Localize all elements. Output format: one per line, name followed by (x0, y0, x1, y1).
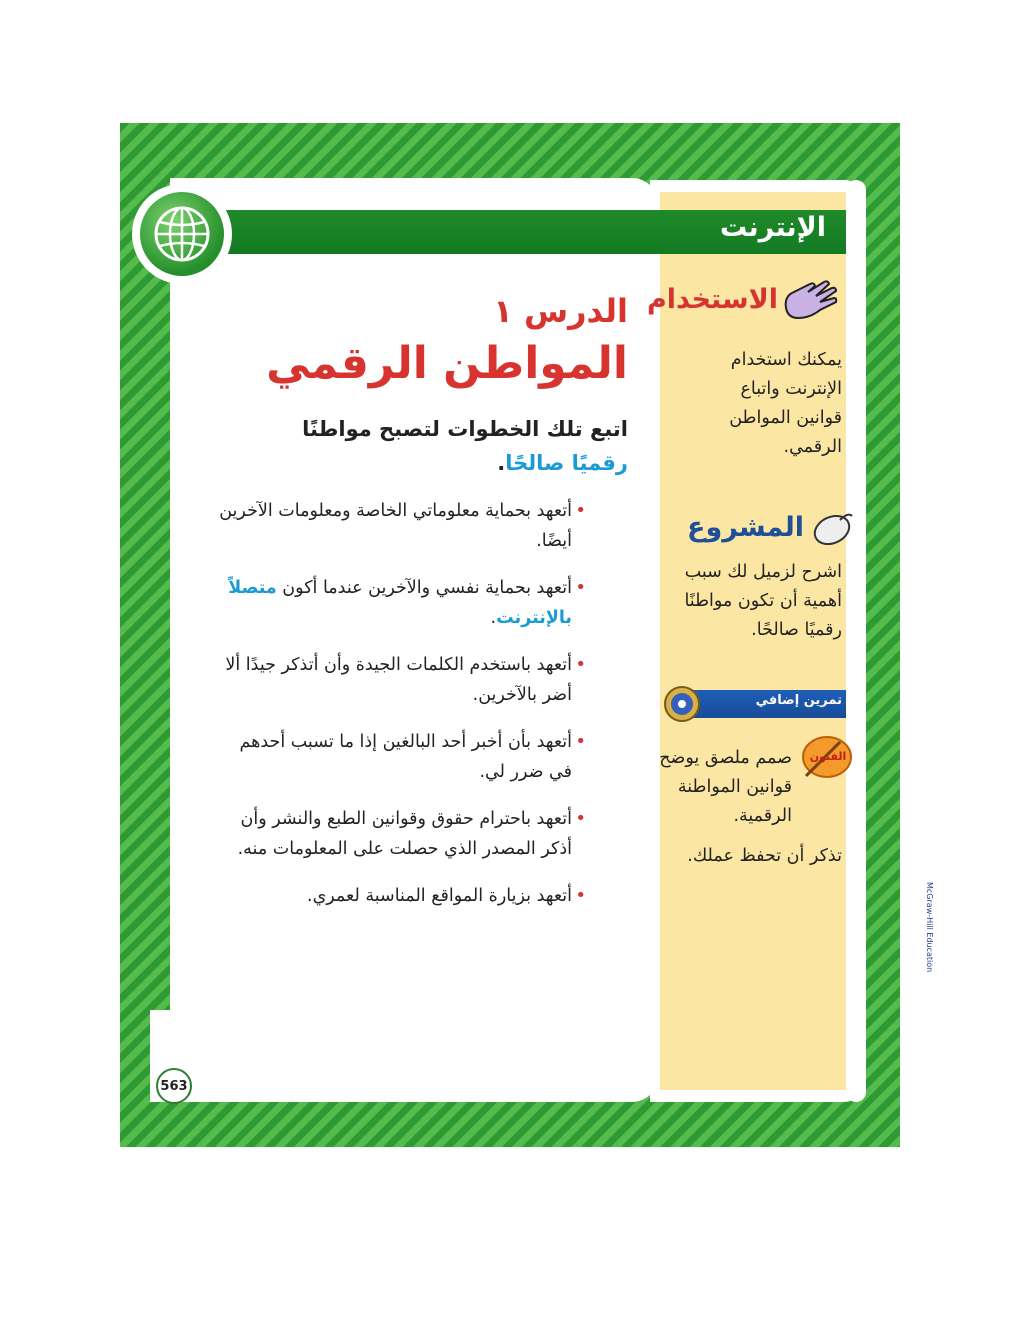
pledge-text: أتعهد بزيارة المواقع المناسبة لعمري. (307, 886, 572, 906)
pledge-text: أتعهد بأن أخبر أحد البالغين إذا ما تسبب أحدهم في ضرر لي. (239, 732, 572, 782)
mouse-icon (808, 508, 854, 548)
list-item (214, 573, 586, 633)
bullet-icon: • (575, 577, 586, 598)
list-item (214, 496, 586, 556)
usage-text: يمكنك استخدام الإنترنت واتباع قوانين المواطن الرقمي. (729, 350, 842, 457)
lesson-title: المواطن الرقمي (266, 338, 628, 389)
intro-period: . (497, 451, 506, 475)
bullet-icon: • (575, 885, 586, 906)
bullet-icon: • (575, 808, 586, 829)
bullet-icon: • (575, 731, 586, 752)
bullet-icon: • (575, 654, 586, 675)
intro-text: اتبع تلك الخطوات لتصبح مواطنًا (302, 417, 628, 441)
pledge-text: أتعهد بحماية معلوماتي الخاصة ومعلومات الآخرين أيضًا. (219, 501, 572, 551)
pledge-period: . (490, 608, 497, 628)
extra-text: صمم ملصق يوضح قوانين المواطنة الرقمية. (659, 748, 792, 826)
list-item (214, 727, 586, 787)
lesson-number: الدرس ١ (493, 292, 628, 330)
project-heading: المشروع (687, 512, 804, 543)
hand-icon (780, 278, 840, 326)
list-item (214, 650, 586, 710)
section-title: الإنترنت (719, 212, 826, 243)
sidebar-edge (846, 180, 866, 1102)
intro-highlight: رقميًا صالحًا (505, 451, 628, 475)
ribbon-icon (662, 684, 702, 724)
lesson-intro (248, 412, 628, 480)
pledge-text: أتعهد باحترام حقوق وقوانين الطبع والنشر وأن أذكر المصدر الذي حصلت على المعلومات منه. (237, 809, 572, 859)
pledge-list (214, 496, 586, 928)
extra-exercise-label: تمرين إضافي (755, 693, 842, 708)
list-item (214, 804, 586, 864)
list-item (214, 881, 586, 911)
project-text: اشرح لزميل لك سبب أهمية أن تكون مواطنًا رقميًا صالحًا. (684, 562, 842, 640)
usage-heading: الاستخدام (646, 284, 778, 315)
publisher-credit: McGraw-Hill Education (925, 882, 934, 973)
pledge-text: أتعهد باستخدم الكلمات الجيدة وأن أتذكر جيدًا ألا أضر بالآخرين. (225, 655, 572, 705)
page-number: 563 (156, 1068, 192, 1104)
arts-badge-label: الفنون (809, 750, 847, 763)
pledge-highlight: متصلاً بالإنترنت (228, 578, 572, 628)
bullet-icon: • (575, 500, 586, 521)
save-note: تذكر أن تحفظ عملك. (687, 846, 842, 866)
pledge-text: أتعهد بحماية نفسي والآخرين عندما أكون (276, 578, 572, 598)
globe-icon (140, 192, 224, 276)
